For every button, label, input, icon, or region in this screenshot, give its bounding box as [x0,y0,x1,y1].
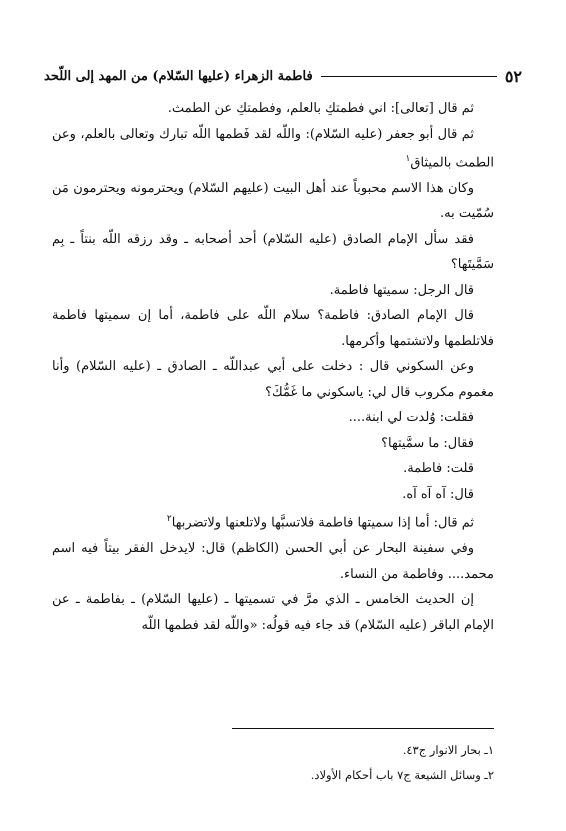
paragraph: وكان هذا الاسم محبوباً عند أهل البيت (عليهم السّلام) ويحترمونه ويحترمون مَن سُمّيت به. [52,180,494,222]
footnote-ref: ١ [405,154,411,164]
paragraph: قال: آه آه آه. [402,486,474,502]
paragraph: إن الحديث الخامس ـ الذي مرَّ في تسميتها ـ (عليها السّلام) ـ بفاطمة ـ عن الإمام الباقر (عليه السّلام) قد جاء فيه قولُه: «واللّه لقد فطمها اللّه [52,592,494,633]
page-number: ٥٢ [504,66,522,86]
paragraph: فقال: ما سمَّيتها؟ [381,435,474,451]
running-title: فاطمة الزهراء (عليها السّلام) من المهد إلى اللّحد [44,68,313,84]
paragraph: قال الإمام الصادق: فاطمة؟ سلام اللّه على فاطمة، أما إن سميتها فاطمة فلاتلطمها ولاتشتمها وأكرمها. [52,308,494,349]
paragraph: فقد سأل الإمام الصادق (عليه السّلام) أحد أصحابه ـ وقد رزقه اللّه بنتاً ـ بِم سَمَّيتَها؟ [52,231,494,273]
page-header [44,64,522,88]
paragraph: ثم قال [تعالى]: اني فطمتكِ بالعلم، وفطمتكِ عن الطمث. [167,101,474,116]
paragraph: ثم قال: أما إذا سميتها فاطمة فلاتسبَّها ولاتلعنها ولاتضربها$^٢$ [166,514,474,531]
footnote-ref: ٢ [166,514,172,525]
paragraph: فقلت: وُلدت لي ابنة.... [348,410,474,426]
paragraph: قال الرجل: سميتها فاطمة. [329,282,474,298]
page-body [52,96,494,638]
footnote: ٢ـ وسائل الشيعة ج٧ باب أحكام الأولاد. [310,768,494,782]
header-rule [321,76,497,77]
footnote: ١ـ بحار الانوار ج٤٣. [402,743,494,757]
paragraph: قلت: فاطمة. [403,461,474,477]
footnotes [52,738,494,788]
paragraph: وفي سفينة البحار عن أبي الحسن (الكاظم) قال: لايدخل الفقر بيتاً فيه اسم محمد.... وفاطمة من النساء. [52,541,494,582]
footnote-separator [232,728,494,729]
paragraph: وعن السكوني قال : دخلت على أبي عبداللّه ـ الصادق ـ (عليه السّلام) وأنا مغموم مكروب قال لي: ياسكوني ما غَمُّكَ؟ [52,359,494,400]
paragraph: ثم قال أبو جعفر (عليه السّلام): واللّه لقد فَطمها اللّه تبارك وتعالى بالعلم، وعن الطمث بالميثاق$^١$ [52,126,494,171]
